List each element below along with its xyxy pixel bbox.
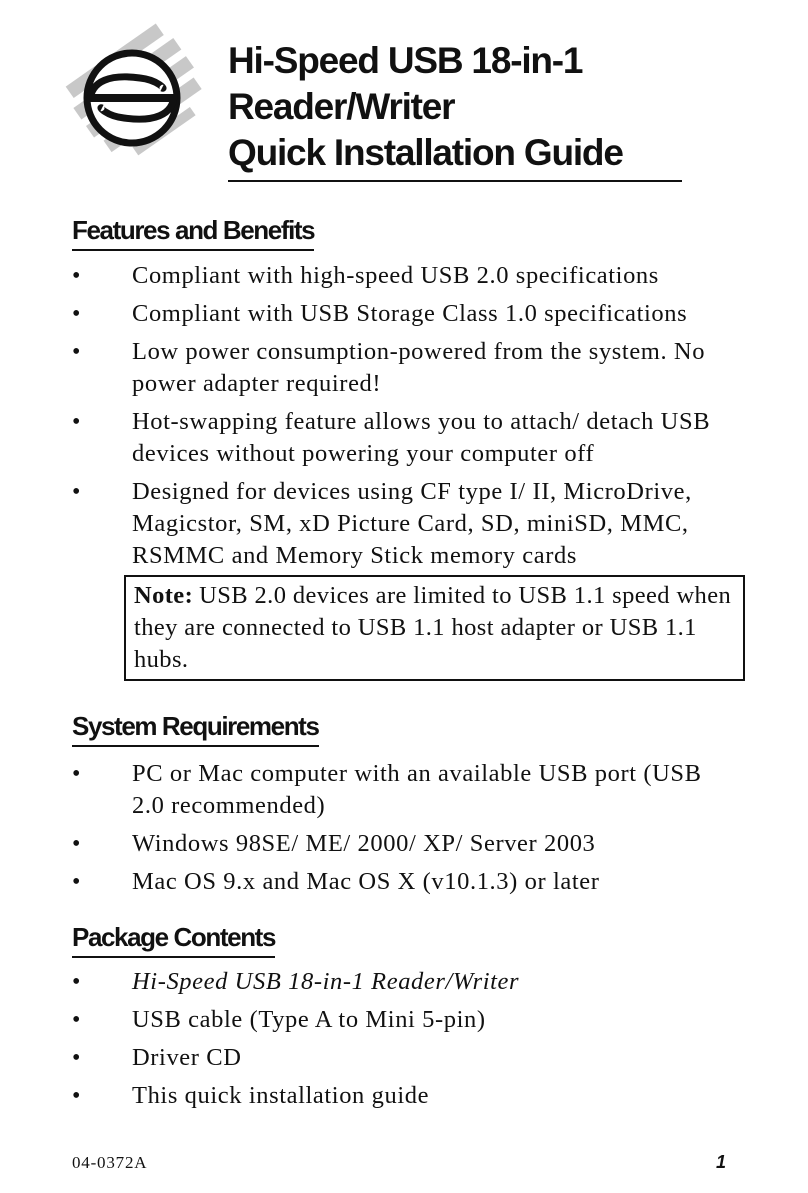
list-item: [72, 476, 737, 572]
package-item-text: USB cable (Type A to Mini 5-pin): [132, 1006, 486, 1033]
requirement-text: PC or Mac computer with an available USB port (USB 2.0 recommended): [132, 760, 702, 819]
bullet-icon: •: [72, 761, 82, 787]
list-item: [72, 758, 737, 822]
list-item: [72, 866, 737, 898]
bullet-icon: •: [72, 1007, 82, 1033]
requirement-text: Windows 98SE/ ME/ 2000/ XP/ Server 2003: [132, 830, 596, 857]
bullet-icon: •: [72, 301, 82, 327]
note-label: Note:: [134, 582, 194, 609]
list-item: [72, 336, 737, 400]
package-item-text: This quick installation guide: [132, 1082, 430, 1109]
requirements-list: [72, 758, 737, 904]
package-item-text: Hi-Speed USB 18-in-1 Reader/Writer: [132, 968, 520, 995]
package-heading: Package Contents: [72, 921, 275, 958]
requirements-heading: System Requirements: [72, 710, 319, 747]
bullet-icon: •: [72, 1045, 82, 1071]
bullet-icon: •: [72, 969, 82, 995]
document-code: 04-0372A: [72, 1153, 148, 1172]
feature-text: Compliant with USB Storage Class 1.0 specifications: [132, 300, 688, 327]
feature-text: Designed for devices using CF type I/ II, MicroDrive, Magicstor, SM, xD Picture Card, SD, miniSD, MMC, RSMMC and Memory Stick memory cards: [132, 478, 692, 569]
list-item: [72, 1042, 737, 1074]
page-number: 1: [715, 1152, 726, 1172]
list-item: [72, 966, 737, 998]
package-list: [72, 966, 737, 1118]
requirement-text: Mac OS 9.x and Mac OS X (v10.1.3) or later: [132, 868, 600, 895]
features-heading: Features and Benefits: [72, 214, 314, 251]
list-item: [72, 406, 737, 470]
bullet-icon: •: [72, 1083, 82, 1109]
list-item: [72, 298, 737, 330]
document-title: [228, 38, 682, 182]
title-line-2: Reader/Writer: [228, 86, 455, 127]
bullet-icon: •: [72, 263, 82, 289]
feature-text: Hot-swapping feature allows you to attach/ detach USB devices without powering your computer off: [132, 408, 711, 467]
title-line-3: Quick Installation Guide: [228, 132, 623, 173]
brand-logo-icon: [62, 18, 207, 163]
feature-text: Low power consumption-powered from the system. No power adapter required!: [132, 338, 706, 397]
features-list: [72, 260, 737, 578]
bullet-icon: •: [72, 869, 82, 895]
list-item: [72, 1080, 737, 1112]
bullet-icon: •: [72, 339, 82, 365]
feature-text: Compliant with high-speed USB 2.0 specifications: [132, 262, 659, 289]
title-line-1: Hi-Speed USB 18-in-1: [228, 40, 583, 81]
package-item-text: Driver CD: [132, 1044, 242, 1071]
bullet-icon: •: [72, 479, 82, 505]
bullet-icon: •: [72, 409, 82, 435]
bullet-icon: •: [72, 831, 82, 857]
note-box: [124, 575, 745, 681]
note-text: USB 2.0 devices are limited to USB 1.1 speed when they are connected to USB 1.1 host adapter or USB 1.1 hubs.: [134, 582, 732, 673]
list-item: [72, 1004, 737, 1036]
list-item: [72, 260, 737, 292]
list-item: [72, 828, 737, 860]
